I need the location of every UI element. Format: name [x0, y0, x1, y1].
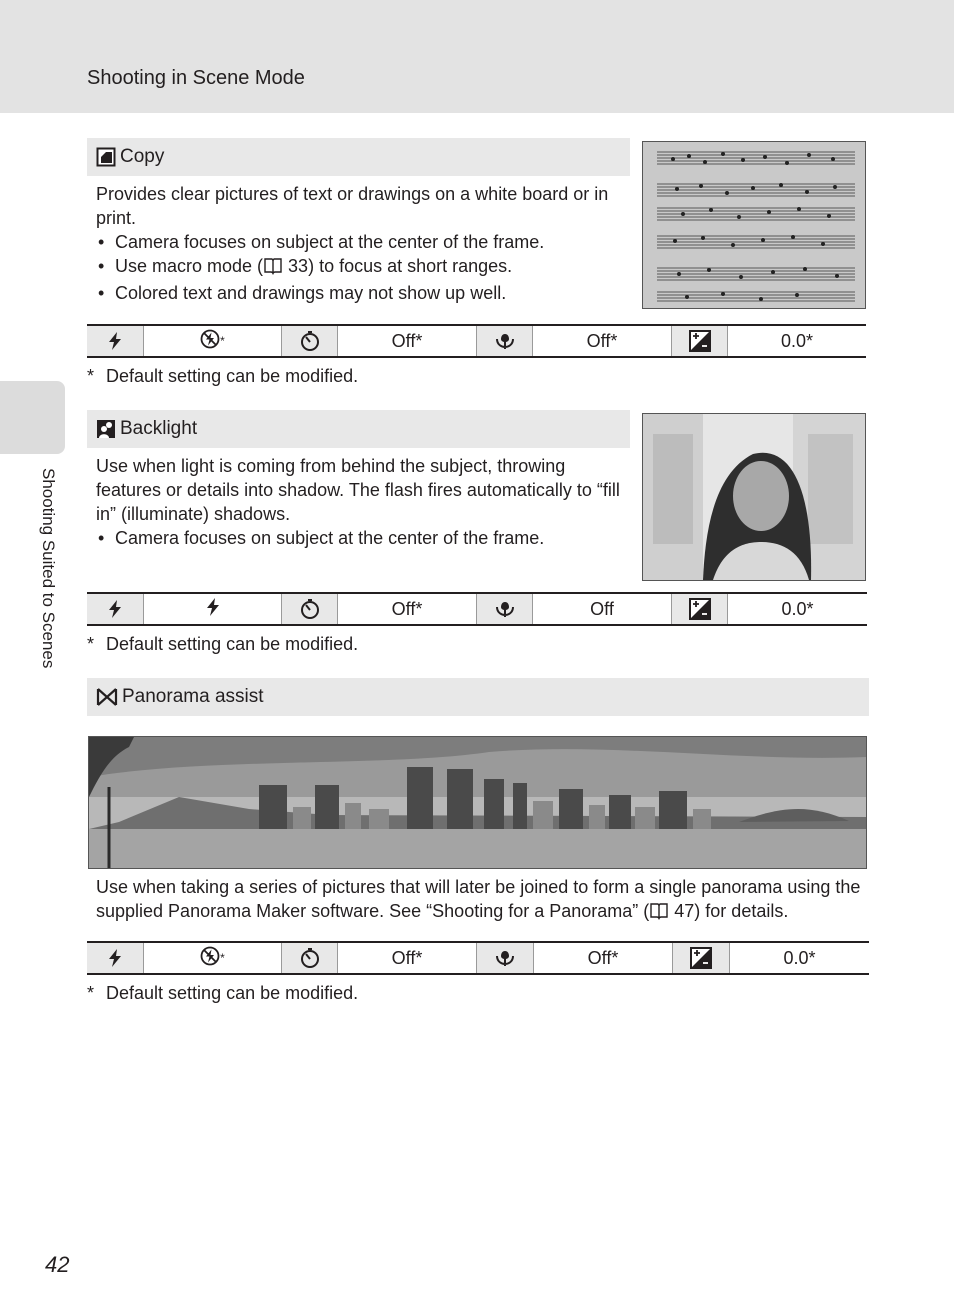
copy-flash-value: *	[144, 326, 282, 356]
backlight-description	[96, 454, 626, 550]
panorama-exposure-value: 0.0*	[783, 947, 816, 968]
section-heading-panorama	[87, 678, 869, 716]
copy-bullet-macro: • Use macro mode ( 33) to focus at short ranges.	[96, 254, 626, 281]
panorama-settings-row	[87, 941, 869, 975]
copy-exposure-value: 0.0*	[780, 330, 814, 351]
backlight-flash-value	[144, 594, 282, 624]
copy-sample-photo	[642, 141, 866, 309]
exposure-compensation-icon	[672, 594, 728, 624]
page-number: 42	[45, 1252, 70, 1277]
panorama-description	[96, 875, 866, 926]
self-timer-icon	[282, 326, 338, 356]
copy-bullet-1: • Camera focuses on subject at the center of the frame.	[96, 230, 626, 254]
backlight-sample-photo	[642, 413, 866, 581]
backlight-settings-row	[87, 592, 867, 626]
backlight-macro-value: Off	[533, 594, 672, 624]
macro-mode-icon	[477, 943, 534, 973]
copy-bullet-2: • Colored text and drawings may not show up well.	[96, 281, 626, 305]
page-header-title: Shooting in Scene Mode	[87, 67, 305, 89]
backlight-footnote: * Default setting can be modified.	[87, 634, 359, 654]
page-header	[0, 0, 954, 113]
section-title-panorama: Panorama assist	[122, 686, 264, 707]
copy-macro-value: Off*	[533, 326, 672, 356]
flash-mode-icon	[87, 326, 144, 356]
flash-off-icon	[200, 946, 220, 971]
self-timer-icon	[282, 594, 338, 624]
fill-flash-icon	[204, 597, 222, 622]
macro-mode-icon	[477, 594, 533, 624]
section-title-backlight: Backlight	[120, 418, 198, 439]
exposure-compensation-icon	[672, 326, 728, 356]
copy-timer-value: Off*	[338, 326, 477, 356]
panorama-flash-value: *	[144, 943, 282, 973]
panorama-timer-value: Off*	[338, 943, 477, 973]
flash-off-icon	[200, 329, 220, 354]
backlight-bullet-1: • Camera focuses on subject at the center of the frame.	[96, 526, 626, 550]
panorama-scene-icon	[96, 687, 118, 707]
exposure-compensation-icon	[673, 943, 730, 973]
flash-mode-icon	[87, 943, 144, 973]
section-title-copy: Copy	[120, 146, 165, 167]
backlight-paragraph: Use when light is coming from behind the subject, throwing features or details into shadow. The flash fires automatically to “fill in” (illuminate) shadows.	[96, 456, 620, 524]
panorama-macro-value: Off*	[534, 943, 673, 973]
panorama-paragraph: Use when taking a series of pictures that will later be joined to form a single panorama using the supplied Panorama Maker software. See “Shooting for a Panorama” ( 47) for details.	[96, 875, 866, 926]
macro-mode-icon	[477, 326, 533, 356]
chapter-tab	[0, 381, 65, 454]
panorama-sample-photo	[88, 736, 867, 869]
flash-mode-icon	[87, 594, 144, 624]
backlight-exposure-value: 0.0*	[781, 598, 814, 619]
copy-footnote: * Default setting can be modified.	[87, 366, 359, 386]
self-timer-icon	[282, 943, 338, 973]
copy-settings-row	[87, 324, 866, 358]
book-reference-icon	[649, 902, 669, 926]
backlight-timer-value: Off*	[338, 594, 477, 624]
panorama-footnote: * Default setting can be modified.	[87, 983, 359, 1003]
chapter-side-label: Shooting Suited to Scenes	[39, 468, 58, 669]
copy-scene-icon	[96, 147, 116, 167]
section-heading-backlight	[87, 410, 630, 448]
backlight-scene-icon	[96, 419, 116, 439]
section-heading-copy	[87, 138, 630, 176]
copy-description	[96, 182, 626, 305]
book-reference-icon	[263, 257, 283, 281]
copy-paragraph: Provides clear pictures of text or drawings on a white board or in print.	[96, 184, 609, 228]
